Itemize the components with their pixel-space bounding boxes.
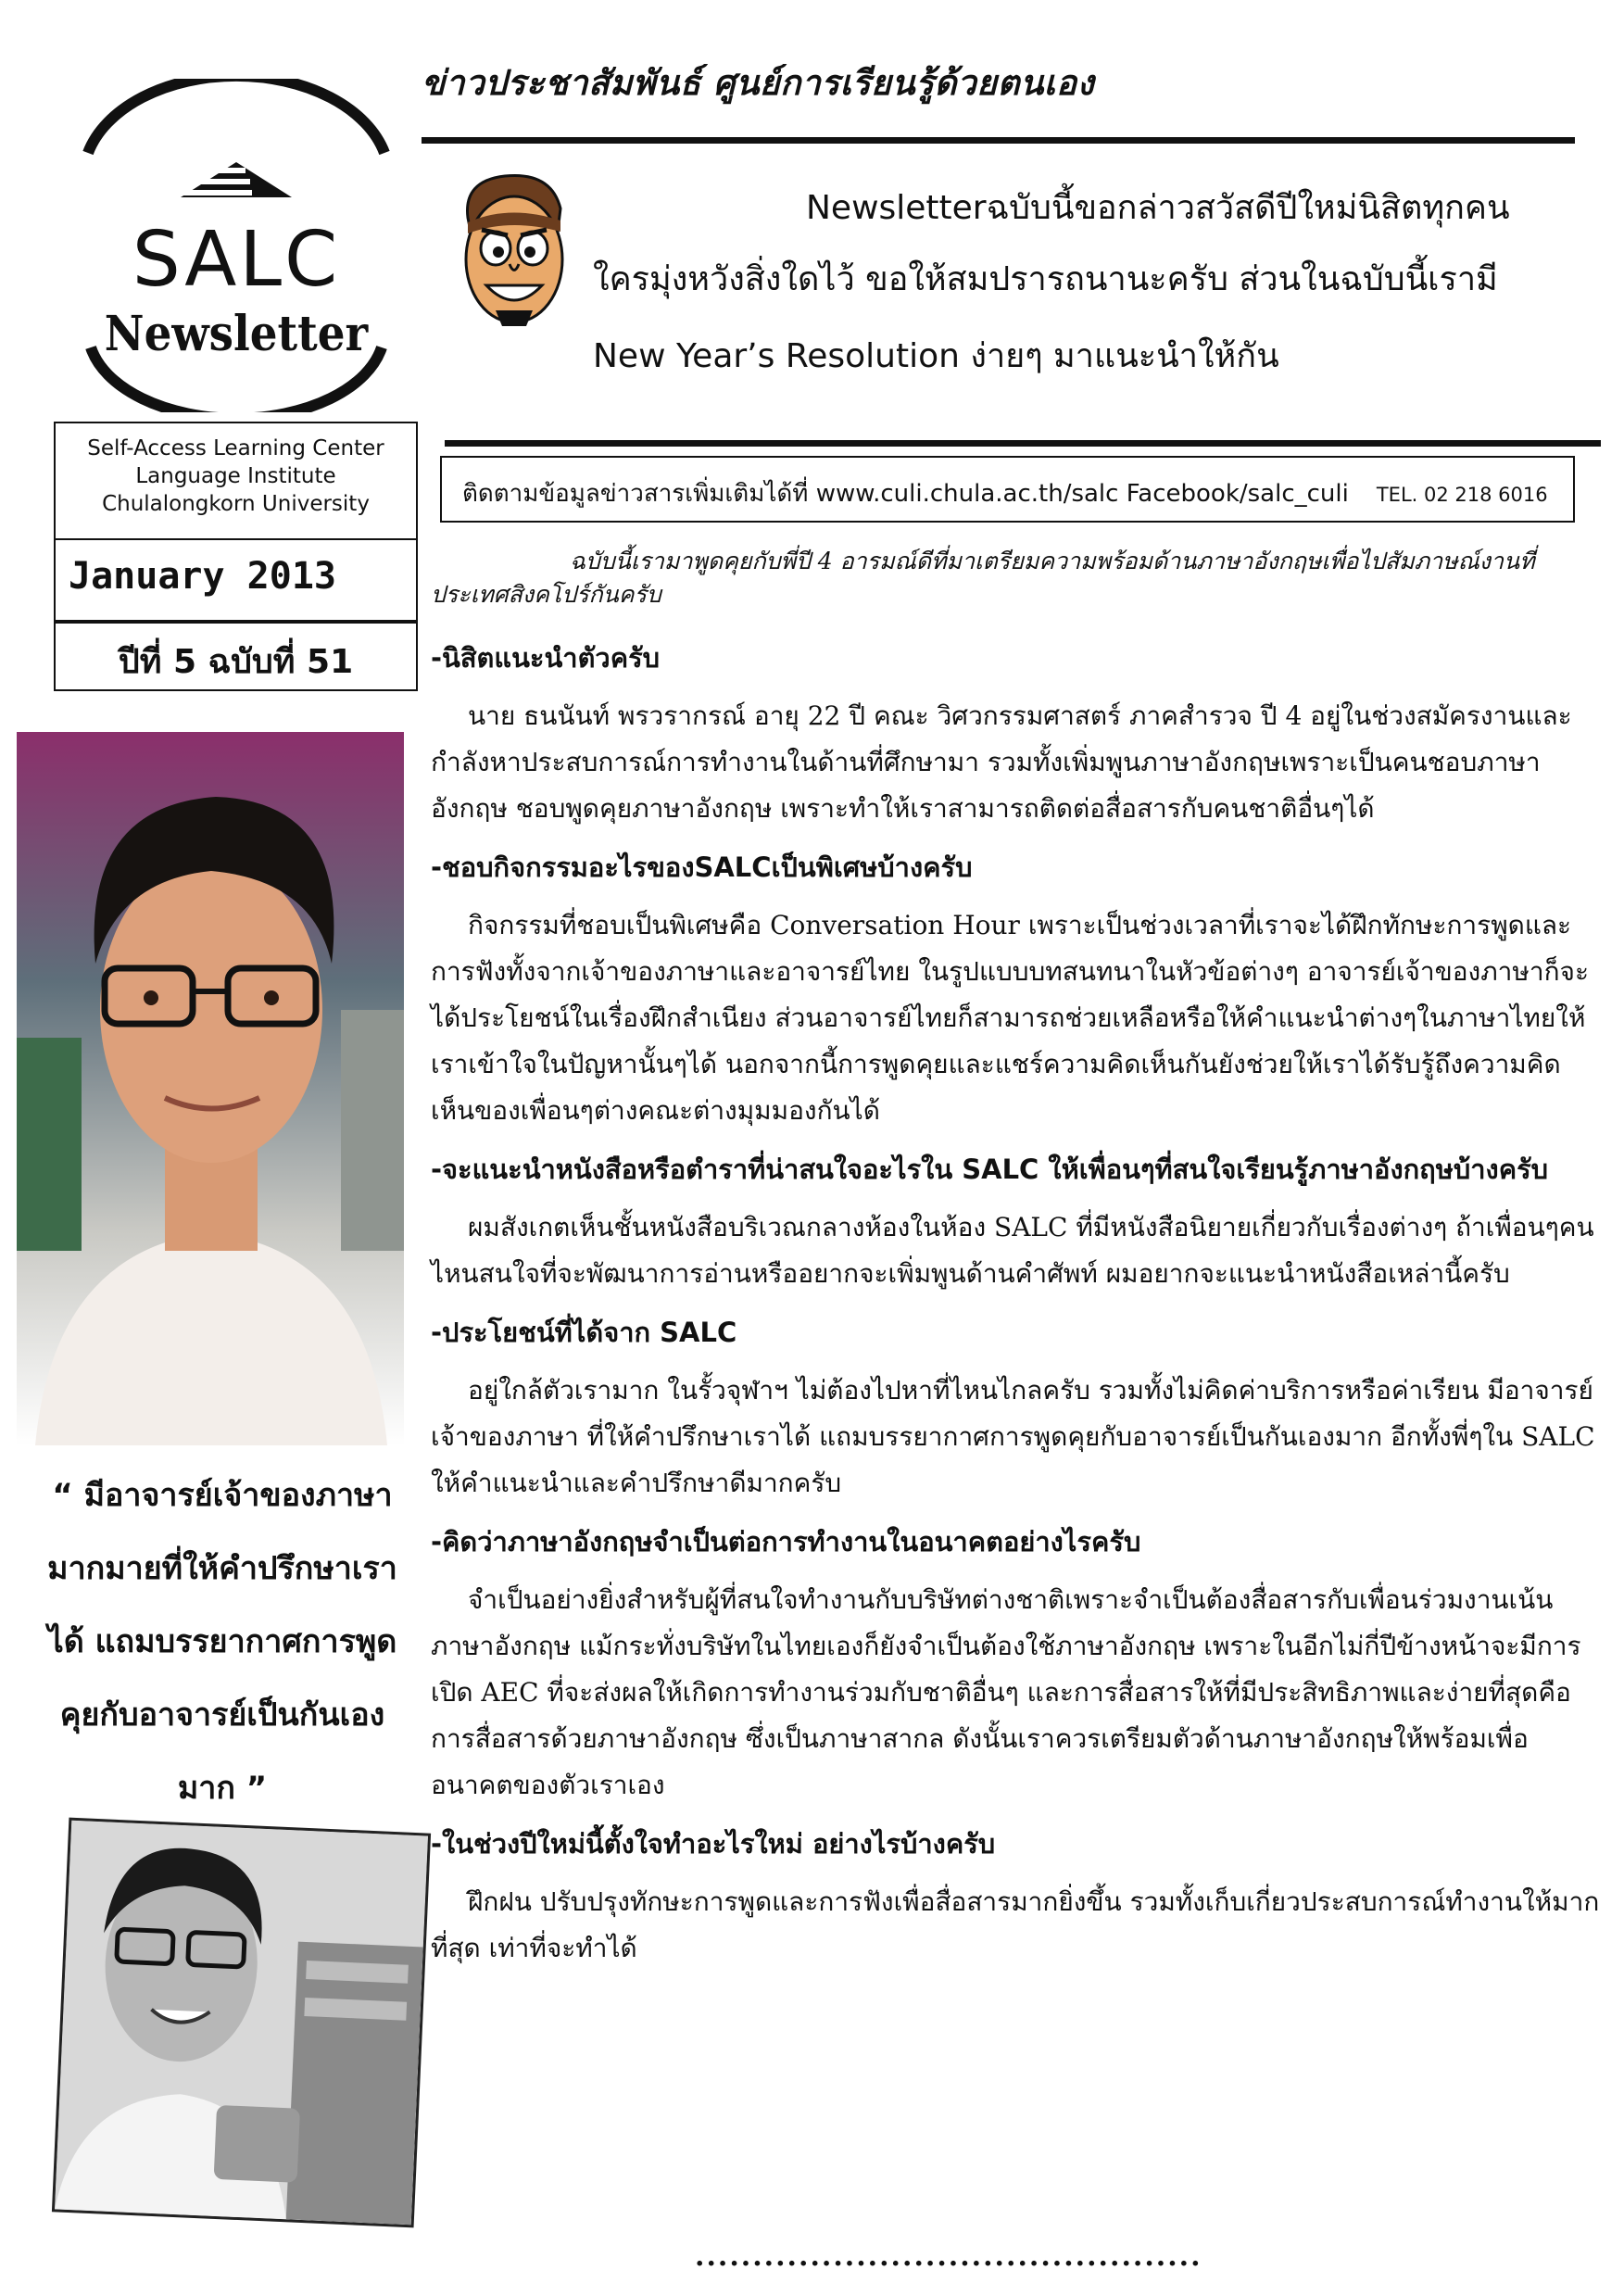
question-heading: -จะแนะนำหนังสือหรือตำราที่น่าสนใจอะไรใน SALC ให้เพื่อนๆที่สนใจเรียนรู้ภาษาอังกฤษบ้างครับ (431, 1154, 1549, 1185)
answer-paragraph: กิจกรรมที่ชอบเป็นพิเศษคือ Conversation Hour เพราะเป็นช่วงเวลาที่เราจะได้ฝึกทักษะการพูดและการฟังทั้งจากเจ้าของภาษาและอาจารย์ไทย ในรูปแบบบทสนทนาในหัวข้อต่างๆ อาจารย์เจ้าของภาษาก็จะได้ประโยชน์ในเรื่องฝึกสำเนียง ส่วนอาจารย์ไทยก็สามารถช่วยเหลือหรือให้คำแนะนำต่างๆในภาษาไทยให้เราเข้าใจในปัญหานั้นๆได้ นอกจากนี้การพูดคุยและแชร์ความคิดเห็นกันยังช่วยให้เราได้รับรู้ถึงความคิดเห็นของเพื่อนๆต่างคณะต่างมุมมองกันได้ (431, 910, 1589, 1126)
greeting-line-2: ใครมุ่งหวังสิ่งใดไว้ ขอให้สมปรารถนานะครับ ส่วนในฉบับนี้เรามี (593, 260, 1498, 298)
greeting-line-3: New Year’s Resolution ง่ายๆ มาแนะนำให้กัน (593, 337, 1279, 375)
answer-paragraph: ผมสังเกตเห็นชั้นหนังสือบริเวณกลางห้องในห้อง SALC ที่มีหนังสือนิยายเกี่ยวกับเรื่องต่างๆ ถ้าเพื่อนๆคนไหนสนใจที่จะพัฒนาการอ่านหรืออยากจะเพิ่มพูนด้านคำศัพท์ ผมอยากจะแนะนำหนังสือเหล่านี้ครับ (431, 1212, 1594, 1289)
pull-quote: “ มีอาจารย์เจ้าของภาษามากมายที่ให้คำปรึกษาเราได้ แถมบรรยากาศการพูดคุยกับอาจารย์เป็นกันเองมาก ” (47, 1477, 397, 1807)
greeting-line-1: Newsletterฉบับนี้ขอกล่าวสวัสดีปีใหม่นิสิตทุกคน (806, 189, 1510, 227)
header-divider (422, 137, 1575, 144)
cartoon-face-icon (454, 167, 574, 329)
answer-paragraph: จำเป็นอย่างยิ่งสำหรับผู้ที่สนใจทำงานกับบริษัทต่างชาติเพราะจำเป็นต้องสื่อสารกับเพื่อนร่วมงานเน้นภาษาอังกฤษ แม้กระทั่งบริษัทในไทยเองก็ยังจำเป็นต้องใช้ภาษาอังกฤษ เพราะในอีกไม่กี่ปีข้างหน้าจะมีการเปิด AEC ที่จะส่งผลให้เกิดการทำงานร่วมกับชาติอื่นๆ และการสื่อสารให้ที่มีประสิทธิภาพและง่ายที่สุดคือการสื่อสารด้วยภาษาอังกฤษ ซึ่งเป็นภาษาสากล ดังนั้นเราควรเตรียมตัวด้านภาษาอังกฤษให้พร้อมเพื่ออนาคตของตัวเราเอง (431, 1584, 1581, 1800)
logo-sub-text: Newsletter (104, 306, 369, 362)
answer-paragraph: อยู่ใกล้ตัวเรามาก ในรั้วจุฬาฯ ไม่ต้องไปหาที่ไหนไกลครับ รวมทั้งไม่คิดค่าบริการหรือค่าเรียน มีอาจารย์เจ้าของภาษา ที่ให้คำปรึกษาเราได้ แถมบรรยากาศการพูดคุยกับอาจารย์เป็นกันเองมาก อีกทั้งพี่ๆใน SALC ให้คำแนะนำและคำปรึกษาดีมากครับ (431, 1375, 1595, 1498)
institution-line-2: Language Institute (135, 464, 336, 488)
institution-box (54, 422, 418, 540)
issue-number: ปีที่ 5 ฉบับที่ 51 (54, 622, 418, 691)
institution-line-3: Chulalongkorn University (102, 492, 370, 516)
institution-line-1: Self-Access Learning Center (87, 436, 384, 460)
contact-box (440, 456, 1575, 523)
intro-paragraph: ฉบับนี้เรามาพูดคุยกับพี่ปี 4 อารมณ์ดีที่มาเตรียมความพร้อมด้านภาษาอังกฤษเพื่อไปสัมภาษณ์งานที่ประเทศสิงคโปร์กันครับ (431, 548, 1535, 608)
contact-tel: TEL. 02 218 6016 (1376, 484, 1548, 506)
student-photo-bw-image (55, 1821, 428, 2225)
interview-content (431, 639, 1600, 1988)
salc-logo (74, 79, 398, 412)
logo-main-text: SALC (132, 216, 341, 304)
contact-text: ติดตามข้อมูลข่าวสารเพิ่มเติมได้ที่ www.culi.chula.ac.th/salc Facebook/salc_culi (462, 480, 1349, 508)
question-heading: -นิสิตแนะนำตัวครับ (431, 642, 661, 674)
student-photo-bw-frame (51, 1816, 422, 2233)
student-portrait-photo (17, 732, 404, 1445)
question-heading: -ประโยชน์ที่ได้จาก SALC (431, 1317, 737, 1348)
issue-date: January 2013 (54, 540, 418, 622)
answer-paragraph: นาย ธนนันท์ พรวรากรณ์ อายุ 22 ปี คณะ วิศวกรรมศาสตร์ ภาคสำรวจ ปี 4 อยู่ในช่วงสมัครงานและกำลังหาประสบการณ์การทำงานในด้านที่ศึกษามา รวมทั้งเพิ่มพูนภาษาอังกฤษเพราะเป็นคนชอบภาษาอังกฤษ ชอบพูดคุยภาษาอังกฤษ เพราะทำให้เราสามารถติดต่อสื่อสารกับคนชาติอื่นๆได้ (431, 700, 1572, 824)
end-dots: ............................................ (695, 2240, 1202, 2273)
question-heading: -ในช่วงปีใหม่นี้ตั้งใจทำอะไรใหม่ อย่างไรบ้างครับ (431, 1828, 996, 1860)
question-heading: -ชอบกิจกรรมอะไรของSALCเป็นพิเศษบ้างครับ (431, 851, 973, 883)
question-heading: -คิดว่าภาษาอังกฤษจำเป็นต่อการทำงานในอนาคตอย่างไรครับ (431, 1526, 1141, 1557)
section-divider (445, 440, 1601, 447)
student-photo-bw (52, 1818, 431, 2228)
answer-paragraph: ฝึกฝน ปรับปรุงทักษะการพูดและการฟังเพื่อสื่อสารมากยิ่งขึ้น รวมทั้งเก็บเกี่ยวประสบการณ์ทำงานให้มากที่สุด เท่าที่จะทำได้ (431, 1886, 1600, 1963)
newsletter-header-title: ข่าวประชาสัมพันธ์ ศูนย์การเรียนรู้ด้วยตนเอง (422, 63, 1095, 103)
